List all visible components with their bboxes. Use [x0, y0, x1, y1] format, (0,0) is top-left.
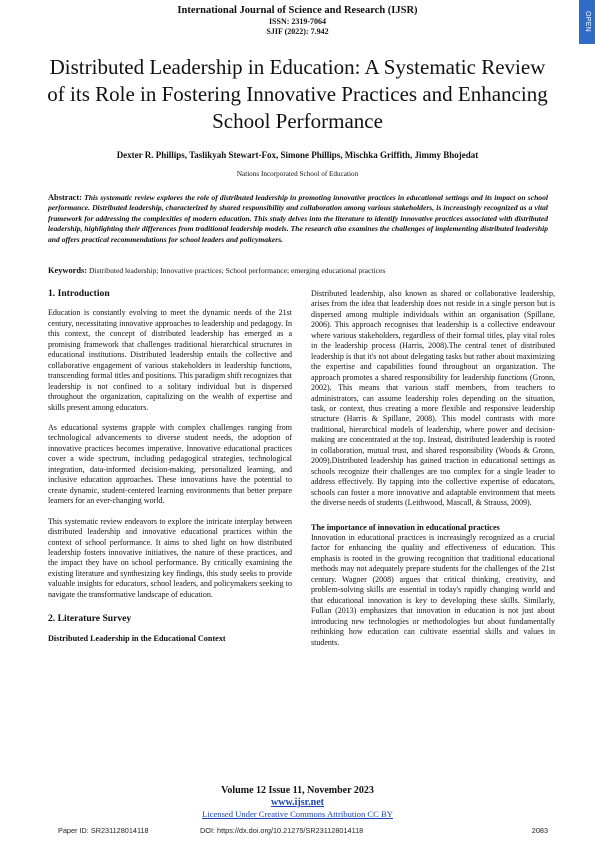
paper-id: Paper ID: SR231128014118 — [58, 826, 149, 835]
literature-paragraph-2: Innovation in educational practices is increasingly recognized as a crucial factor for enhancing the quality and effectiveness of education. This emphasis is rooted in the growing recognition that traditional educational methods may not adequately prepare students for the challenges of the 21st century. Wagner (2008) argues that critical thinking, creativity, and problem-solving skills are essential in today's rapidly changing world and that educational innovation is key to developing these skills. Similarly, Fullan (2013) emphasizes that innovation in education is not just about introducing new technologies or methodologies but about fundamentally rethinking how education can cultivate essential skills and values in students. — [311, 532, 555, 647]
doi-link[interactable]: DOI: https://dx.doi.org/10.21275/SR231128014118 — [200, 826, 364, 835]
journal-name: International Journal of Science and Research (IJSR) — [177, 5, 418, 16]
journal-website-link[interactable]: www.ijsr.net — [271, 797, 324, 808]
issn: ISSN: 2319-7064 — [268, 17, 327, 26]
open-access-ribbon: OPEN ACCESS — [579, 0, 595, 44]
left-column — [48, 289, 292, 644]
intro-paragraph-2: As educational systems grapple with complex challenges ranging from technological advancements to diverse student needs, the adoption of innovative practices becomes imperative. Innovative educational practices cover a wide spectrum, including pedagogical strategies, technological integration, data-informed decision-making, personalized learning, and inclusive education approaches. These innovations have the potential to create dynamic, student-centered learning environments that better prepare learners for an ever-changing world. — [48, 422, 292, 506]
sjif: SJIF (2022): 7.942 — [266, 27, 329, 36]
right-column — [311, 289, 555, 658]
intro-paragraph-1: Education is constantly evolving to meet the dynamic needs of the 21st century, necessitating innovative approaches to leadership and pedagogy. In this context, the concept of distributed leadership has emerged as a promising framework that challenges traditional hierarchical structures in educational institutions. Distributed leadership entails the collective and collaborative engagement of various stakeholders in leadership functions, transcending formal titles and positions. This paradigm shift recognizes that leadership is not confined to a solitary individual but is dispersed throughout the organization, capitalizing on the wealth of expertise and skills present among educators. — [48, 308, 292, 412]
page-number: 2083 — [531, 826, 548, 835]
subsection-heading-distributed-leadership: Distributed Leadership in the Educational Context — [48, 633, 226, 643]
keywords-text: Distributed leadership; Innovative practices; School performance; emerging educational practices — [88, 266, 386, 275]
affiliation: Nations Incorporated School of Education — [236, 170, 359, 178]
license-link[interactable]: Licensed Under Creative Commons Attribution CC BY — [202, 809, 393, 819]
abstract-text: This systematic review explores the role of distributed leadership in promoting innovative practices in educational settings and its impact on school performance. Distributed leadership, characterized by shared responsibility and collaboration among various stakeholders, is increasingly recognized as a vital framework for addressing the complexities of modern education. This study delves into the literature to identify innovative practices associated with distributed leadership, highlighting their differences from traditional leadership models. The research also examines the challenges of implementing distributed leadership and offers practical recommendations for school leaders and policymakers. — [48, 193, 548, 244]
author-list: Dexter R. Phillips, Taslikyah Stewart-Fox, Simone Phillips, Mischka Griffith, Jimmy Bhojedat — [116, 150, 479, 160]
abstract — [48, 193, 548, 245]
keywords-label: Keywords: — [48, 266, 88, 275]
subsection-heading-innovation: The importance of innovation in educational practices — [311, 522, 500, 532]
abstract-label: Abstract: — [48, 193, 82, 202]
keywords — [48, 266, 548, 275]
paper-title: Distributed Leadership in Education: A Systematic Review of its Role in Fostering Innovative Practices and Enhancing School Performance — [47, 55, 548, 133]
section-heading-introduction: 1. Introduction — [48, 288, 110, 299]
literature-paragraph-1: Distributed leadership, also known as shared or collaborative leadership, arises from the idea that leadership does not reside in a single person but is dispersed among multiple individuals within an organisation (Spillane, 2006). This approach recognises that leadership is a collective endeavour where various stakeholders, regardless of their formal titles, play vital roles in the leadership process (Harris, 2008).The central tenet of distributed leadership is that it's not about delegating tasks but rather about maximizing the expertise and capabilities found throughout an organization. The approach promotes a shared responsibility for leadership functions (Gronn, 2002). This means that various staff members, from teachers to administrators, can assume leadership roles depending on the situation, task, or context, thus creating a more flexible and responsive leadership structure (Harris & Spillane, 2008). This model contrasts with more traditional, hierarchical models of leadership, where power and decision-making are concentrated at the top. Instead, distributed leadership is rooted in collaboration, mutual trust, and shared responsibility (Woods & Gronn, 2009).Distributed leadership has gained traction in educational settings as schools recognize their challenges are too complex for a single leader to address effectively. By tapping into the collective expertise of educators, schools can foster a more innovative and adaptable environment that meets the diverse needs of students (Leithwood, Mascall, & Strauss, 2009). — [311, 289, 555, 508]
footer — [0, 785, 595, 820]
journal-header — [0, 4, 595, 37]
intro-paragraph-3: This systematic review endeavors to explore the intricate interplay between distributed leadership and innovative educational practices within the context of school performance. It aims to shed light on how distributed leadership fosters innovative initiatives, the nature of these practices, and the impact they have on school performance. By critically examining the existing literature and synthesizing key findings, this study seeks to provide valuable insights for educators, school leaders, and policymakers seeking to navigate the transformative landscape of education. — [48, 516, 292, 599]
volume-info: Volume 12 Issue 11, November 2023 — [221, 785, 374, 796]
section-heading-literature-survey: 2. Literature Survey — [48, 613, 132, 625]
